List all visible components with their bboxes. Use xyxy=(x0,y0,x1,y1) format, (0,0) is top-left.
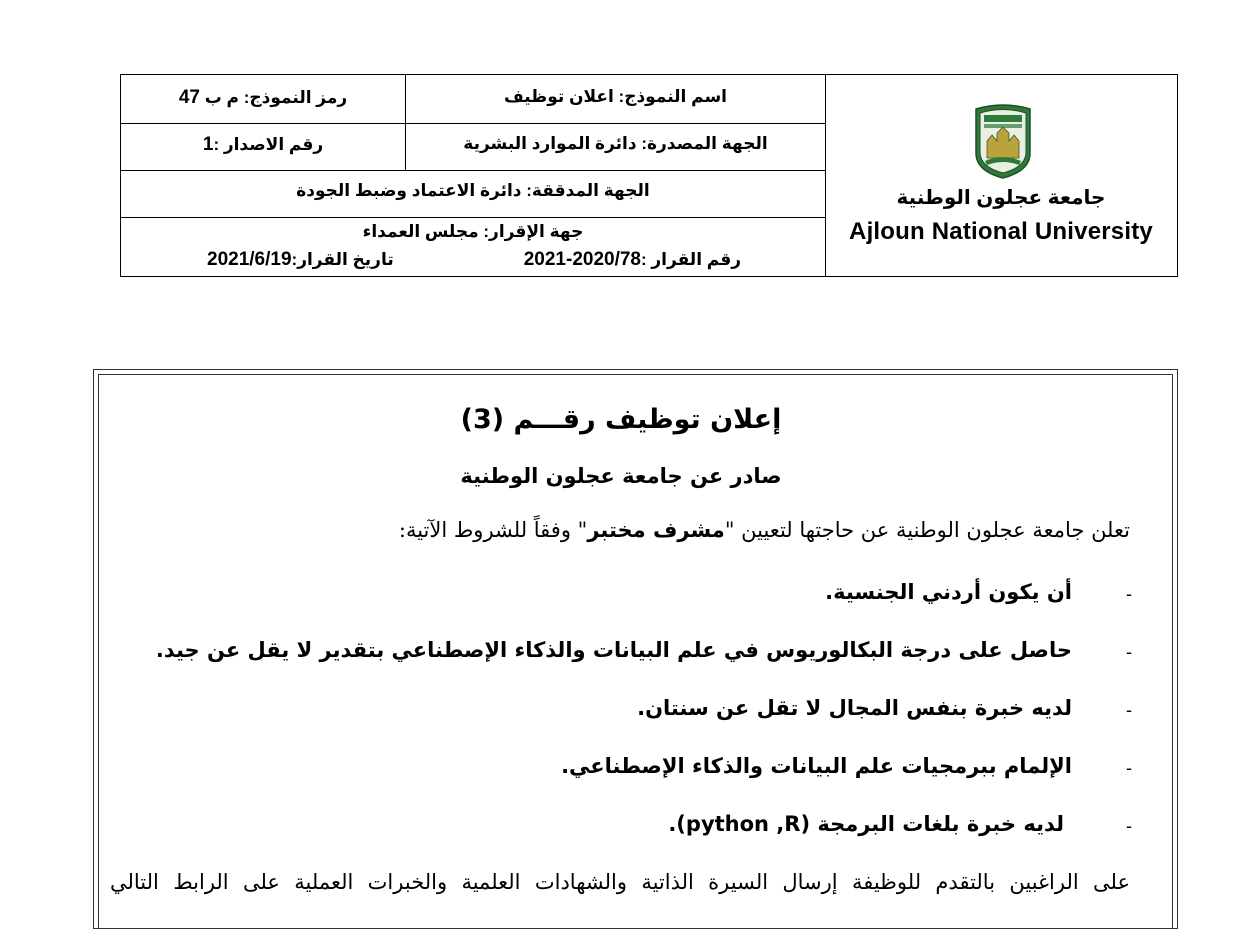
version xyxy=(121,134,405,156)
announcement-intro xyxy=(399,518,1130,542)
university-seal-icon xyxy=(972,103,1034,179)
decision-date-label: تاريخ القرار: xyxy=(291,250,394,269)
form-code-value: 47 xyxy=(178,87,200,108)
university-name-arabic: جامعة عجلون الوطنية xyxy=(896,187,1106,209)
university-logo-cell xyxy=(825,75,1177,276)
bullet-dash: - xyxy=(1126,816,1132,836)
form-code-cell xyxy=(121,75,405,124)
bullet-dash: - xyxy=(1126,700,1132,720)
announcement-subtitle: صادر عن جامعة عجلون الوطنية xyxy=(460,464,782,488)
decision-number-value: 2021-2020/78 xyxy=(523,249,641,270)
bullet-dash: - xyxy=(1126,758,1132,778)
form-name-cell xyxy=(405,75,825,124)
requirement-item xyxy=(0,696,1242,730)
approval-body: جهة الإقرار: مجلس العمداء xyxy=(362,222,584,241)
bullet-dash: - xyxy=(1126,584,1132,604)
requirement-text: لديه خبرة بنفس المجال لا تقل عن سنتان. xyxy=(637,696,1072,720)
version-cell xyxy=(121,124,405,171)
requirement-text: لديه خبرة بلغات البرمجة (python ,R). xyxy=(668,812,1064,836)
requirement-item xyxy=(0,638,1242,672)
requirement-text: أن يكون أردني الجنسية. xyxy=(825,580,1072,604)
version-label: رقم الاصدار : xyxy=(213,135,324,154)
form-code xyxy=(121,87,405,109)
intro-text-end: " وفقاً للشروط الآتية: xyxy=(398,518,588,542)
intro-text-start: تعلن جامعة عجلون الوطنية عن حاجتها لتعيين " xyxy=(724,518,1130,542)
issuing-body-cell xyxy=(405,124,825,171)
decision-number xyxy=(524,249,741,271)
auditing-body-cell xyxy=(121,171,825,218)
intro-position-title: مشرف مختبر xyxy=(587,518,725,542)
approval-cell xyxy=(121,218,825,276)
version-value: 1 xyxy=(202,134,214,155)
issuing-body: الجهة المصدرة: دائرة الموارد البشرية xyxy=(463,134,768,153)
auditing-body: الجهة المدققة: دائرة الاعتماد وضبط الجودة xyxy=(296,181,650,200)
requirement-text: حاصل على درجة البكالوريوس في علم البيانات والذكاء الإصطناعي بتقدير لا يقل عن جيد. xyxy=(155,638,1072,662)
requirement-item xyxy=(0,812,1242,846)
decision-row xyxy=(121,249,825,273)
bullet-dash: - xyxy=(1126,642,1132,662)
closing-paragraph: على الراغبين بالتقدم للوظيفة إرسال السيرة الذاتية والشهادات العلمية والخبرات العملية على الرابط التالي xyxy=(110,870,1130,894)
requirement-text: الإلمام ببرمجيات علم البيانات والذكاء الإصطناعي. xyxy=(561,754,1072,778)
requirement-item xyxy=(0,580,1242,614)
announcement-title: إعلان توظيف رقـــم (3) xyxy=(460,404,782,435)
document-header-table xyxy=(120,74,1178,277)
university-name-english: Ajloun National University xyxy=(849,218,1153,245)
decision-number-label: رقم القرار : xyxy=(641,250,741,269)
form-name: اسم النموذج: اعلان توظيف xyxy=(504,87,727,106)
requirement-item xyxy=(0,754,1242,788)
decision-date-value: 2021/6/19 xyxy=(207,249,292,270)
form-code-label: رمز النموذج: م ب xyxy=(204,88,348,107)
decision-date xyxy=(207,249,394,271)
